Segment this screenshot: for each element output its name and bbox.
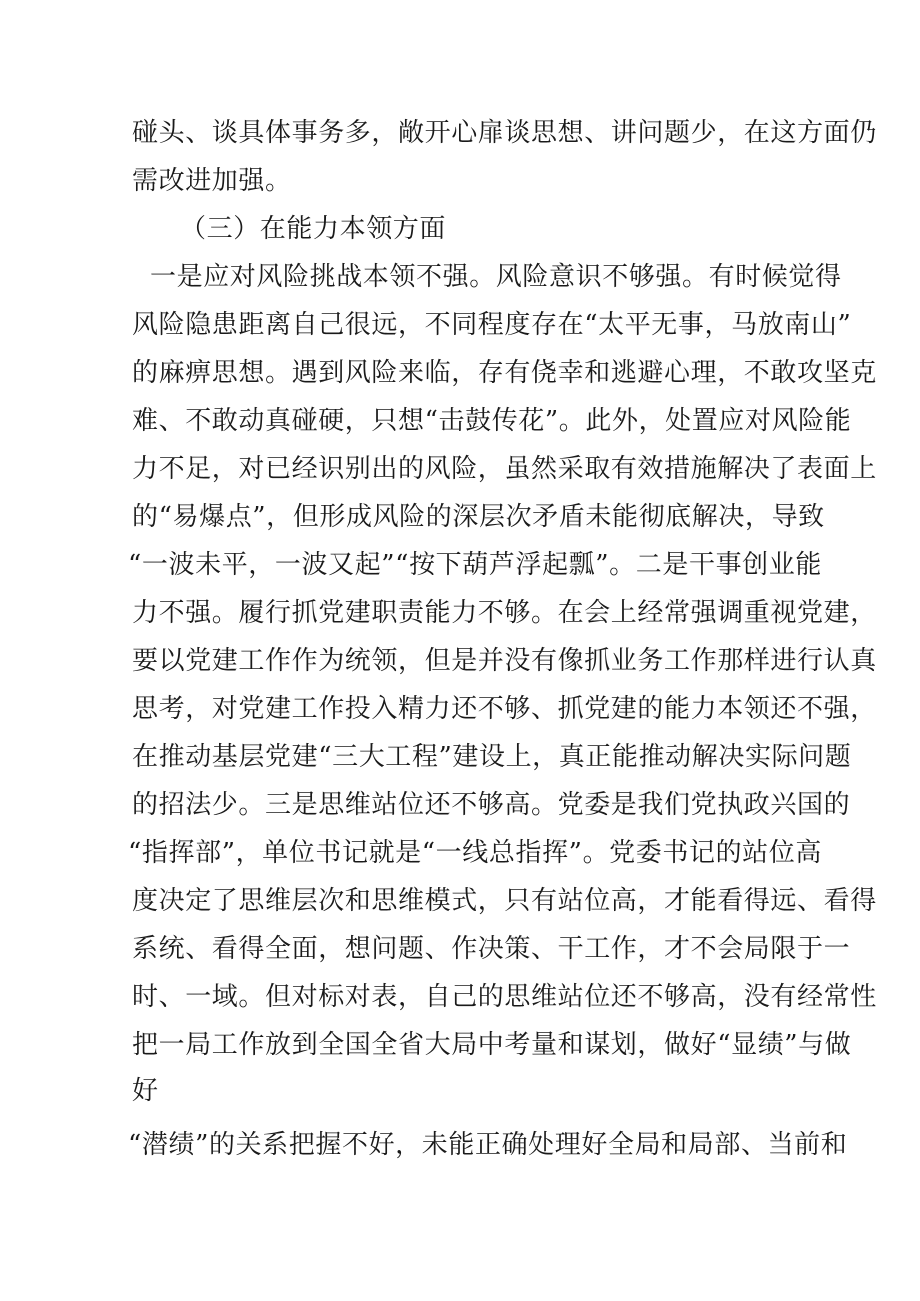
paragraph-line: 风险隐患距离自己很远，不同程度存在“太平无事，马放南山”	[132, 310, 852, 340]
paragraph-line: 的“易爆点”，但形成风险的深层次矛盾未能彻底解决，导致	[132, 502, 825, 532]
paragraph-line: 的招法少。三是思维站位还不够高。党委是我们党执政兴国的	[132, 790, 851, 820]
paragraph-line: 思考，对党建工作投入精力还不够、抓党建的能力本领还不强，	[132, 694, 877, 724]
paragraph-line: 力不足，对已经识别出的风险，虽然采取有效措施解决了表面上	[132, 454, 877, 484]
paragraph-line: 力不强。履行抓党建职责能力不够。在会上经常强调重视党建，	[132, 598, 877, 628]
paragraph-line: 的麻痹思想。遇到风险来临，存有侥幸和逃避心理，不敢攻坚克	[132, 358, 877, 388]
paragraph-line: 时、一域。但对标对表，自己的思维站位还不够高，没有经常性	[132, 982, 877, 1012]
paragraph-line: 一是应对风险挑战本领不强。风险意识不够强。有时候觉得	[150, 262, 842, 292]
paragraph-line: 在推动基层党建“三大工程”建设上，真正能推动解决实际问题	[132, 742, 852, 772]
paragraph-line: 系统、看得全面，想问题、作决策、干工作，才不会局限于一	[132, 934, 851, 964]
section-heading: （三）在能力本领方面	[180, 214, 447, 244]
paragraph-line: 难、不敢动真碰硬，只想“击鼓传花”。此外，处置应对风险能	[132, 406, 852, 436]
paragraph-line: 度决定了思维层次和思维模式，只有站位高，才能看得远、看得	[132, 886, 877, 916]
paragraph-line: 把一局工作放到全国全省大局中考量和谋划，做好“显绩”与做	[132, 1030, 852, 1060]
paragraph-line: 要以党建工作作为统领，但是并没有像抓业务工作那样进行认真	[132, 646, 877, 676]
paragraph-line: “指挥部”，单位书记就是“一线总指挥”。党委书记的站位高	[128, 838, 822, 868]
paragraph-line: “一波未平，一波又起”“按下葫芦浮起瓢”。二是干事创业能	[128, 550, 822, 580]
paragraph-line: “潜绩”的关系把握不好，未能正确处理好全局和局部、当前和	[128, 1130, 848, 1160]
paragraph-line: 好	[132, 1076, 159, 1106]
paragraph-line: 需改进加强。	[132, 166, 292, 196]
paragraph-line: 碰头、谈具体事务多，敞开心扉谈思想、讲问题少，在这方面仍	[132, 118, 877, 148]
